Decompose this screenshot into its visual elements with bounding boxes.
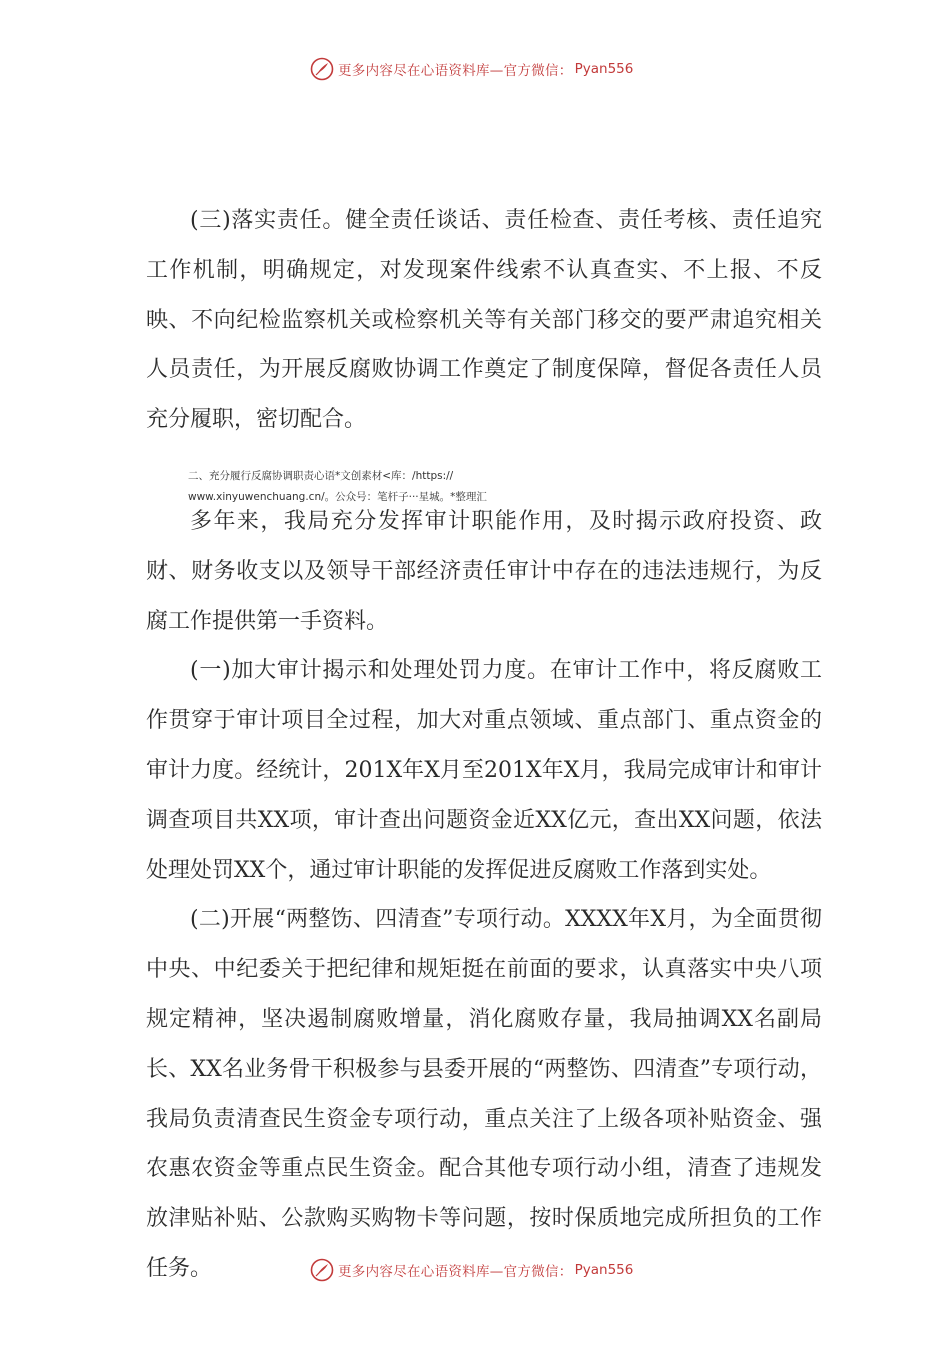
feather-logo-icon bbox=[310, 57, 334, 81]
watermark-wechat-id: Pyan556 bbox=[574, 61, 634, 77]
watermark-text: 更多内容尽在心语资料库—官方微信： bbox=[338, 1264, 573, 1280]
watermark-header bbox=[310, 54, 633, 84]
source-note-line-1: 二、充分履行反腐协调职责心语*文创素材<库：/https:// bbox=[188, 470, 454, 482]
item-two-paragraph: (二)开展“两整饬、四清查”专项行动。XXXX年X月，为全面贯彻中央、中纪委关于把纪律和规矩挺在前面的要求，认真落实中央八项规定精神，坚决遏制腐败增量，消化腐败存量，我局抽调XX名副局长、XX名业务骨干积极参与县委开展的“两整饬、四清查”专项行动，我局负责清查民生资金专项行动，重点关注了上级各项补贴资金、强农惠农资金等重点民生资金。配合其他专项行动小组，清查了违规发放津贴补贴、公款购买购物卡等问题，按时保质地完成所担负的工作任务。 bbox=[146, 907, 822, 1281]
source-note-line-2: www.xinyuwenchuang.cn/。公众号：笔杆子···星城。*整理汇 bbox=[188, 491, 487, 503]
watermark-footer bbox=[310, 1255, 633, 1285]
main-body bbox=[146, 497, 822, 1294]
watermark-wechat-id: Pyan556 bbox=[574, 1262, 634, 1278]
feather-logo-icon bbox=[310, 1258, 334, 1282]
intro-paragraph: 多年来，我局充分发挥审计职能作用，及时揭示政府投资、政财、财务收支以及领导干部经济责任审计中存在的违法违规行，为反腐工作提供第一手资料。 bbox=[146, 509, 822, 634]
item-one-paragraph: (一)加大审计揭示和处理处罚力度。在审计工作中，将反腐败工作贯穿于审计项目全过程，加大对重点领域、重点部门、重点资金的审计力度。经统计，201X年X月至201X年X月，我局完成审计和审计调查项目共XX项，审计查出问题资金近XX亿元，查出XX问题，依法处理处罚XX个，通过审计职能的发挥促进反腐败工作落到实处。 bbox=[146, 658, 822, 883]
watermark-text: 更多内容尽在心语资料库—官方微信： bbox=[338, 63, 573, 79]
section-three bbox=[146, 196, 822, 445]
section-three-paragraph: (三)落实责任。健全责任谈话、责任检查、责任考核、责任追究工作机制，明确规定，对发现案件线索不认真查实、不上报、不反映、不向纪检监察机关或检察机关等有关部门移交的要严肃追究相关人员责任，为开展反腐败协调工作奠定了制度保障，督促各责任人员充分履职，密切配合。 bbox=[146, 208, 822, 433]
